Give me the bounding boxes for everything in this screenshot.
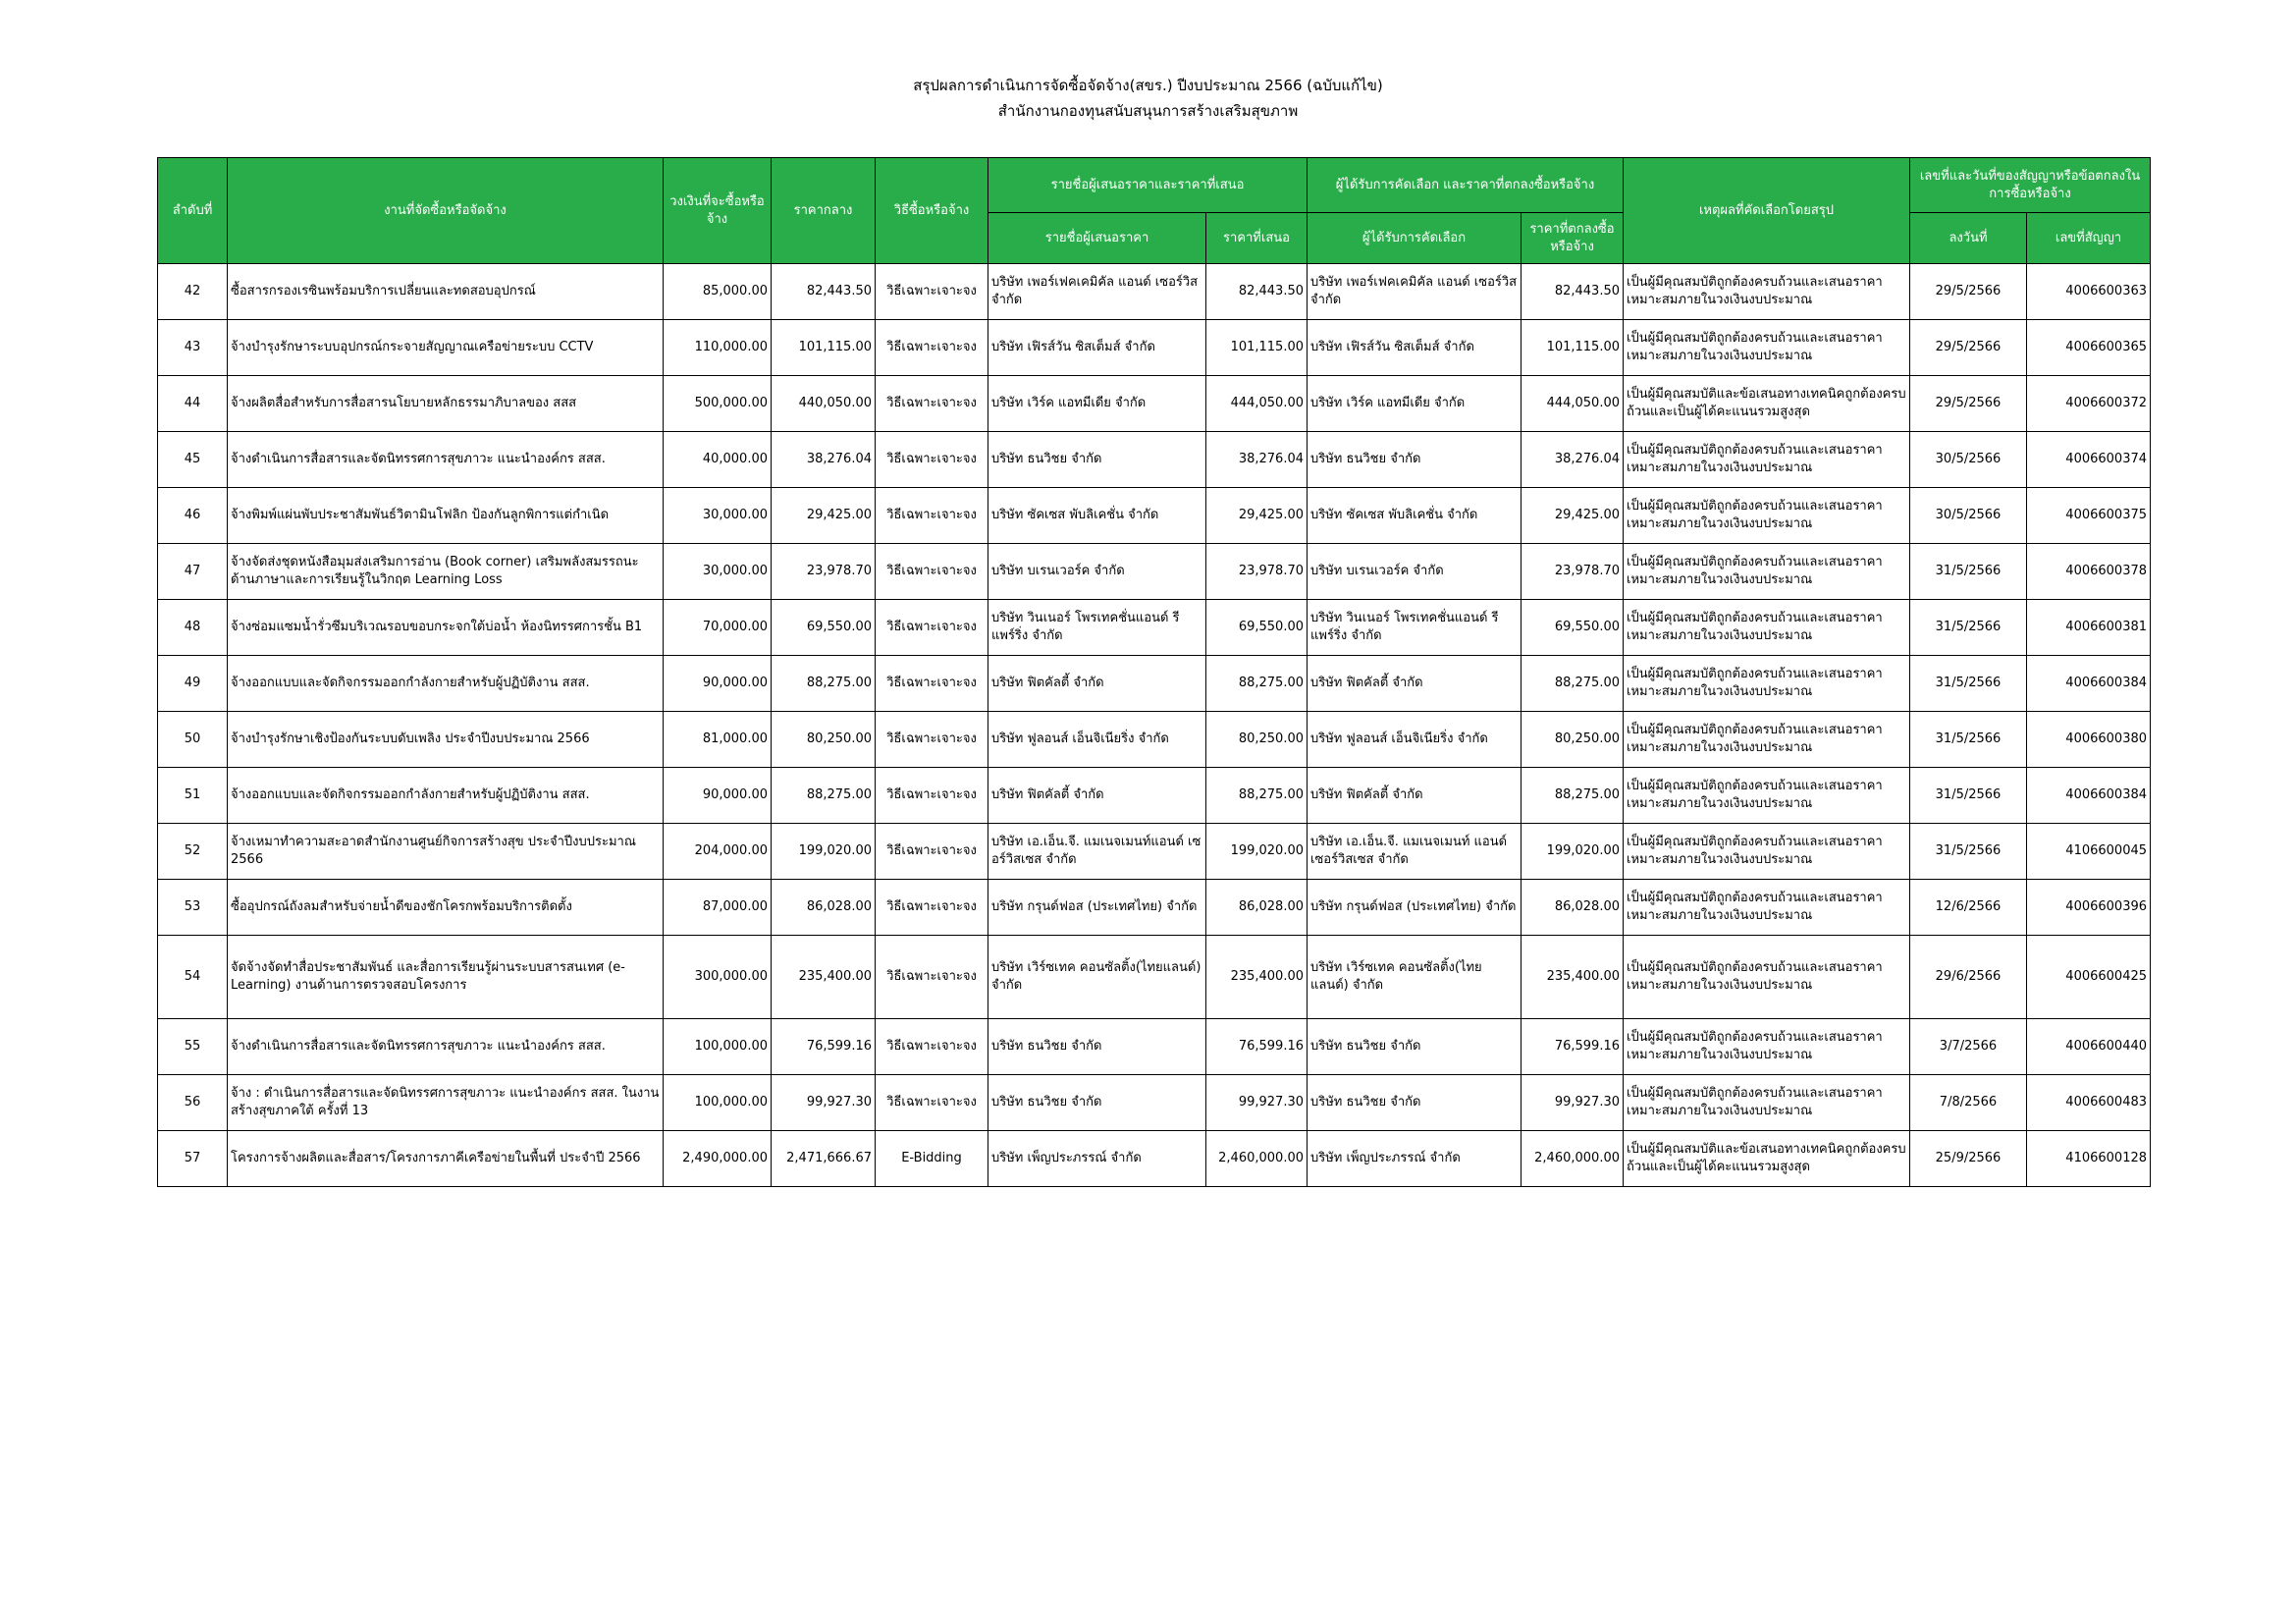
cell-method: วิธีเฉพาะเจาะจง <box>876 824 988 880</box>
cell-agreed: 235,400.00 <box>1522 936 1624 1019</box>
table-header <box>158 158 2151 264</box>
cell-bid: 69,550.00 <box>1206 600 1308 656</box>
cell-date: 31/5/2566 <box>1910 768 2027 824</box>
cell-work: จ้างจัดส่งชุดหนังสือมุมส่งเสริมการอ่าน (Book corner) เสริมพลังสมรรถนะด้านภาษาและการเรียนรู้ในวิกฤต Learning Loss <box>228 544 664 600</box>
cell-seq: 45 <box>158 432 228 488</box>
cell-median: 99,927.30 <box>772 1075 876 1131</box>
cell-median: 86,028.00 <box>772 880 876 936</box>
cell-reason: เป็นผู้มีคุณสมบัติถูกต้องครบถ้วนและเสนอราคาเหมาะสมภายในวงเงินงบประมาณ <box>1624 1019 1910 1075</box>
cell-bidder: บริษัท ธนวิชย จำกัด <box>988 432 1206 488</box>
cell-bidder: บริษัท วินเนอร์ โพรเทคชั่นแอนด์ รีแพร์ริ่ง จำกัด <box>988 600 1206 656</box>
cell-selected: บริษัท ธนวิชย จำกัด <box>1308 1075 1522 1131</box>
cell-method: วิธีเฉพาะเจาะจง <box>876 376 988 432</box>
cell-method: วิธีเฉพาะเจาะจง <box>876 320 988 376</box>
cell-method: วิธีเฉพาะเจาะจง <box>876 712 988 768</box>
cell-agreed: 444,050.00 <box>1522 376 1624 432</box>
cell-date: 29/6/2566 <box>1910 936 2027 1019</box>
cell-budget: 87,000.00 <box>664 880 772 936</box>
cell-seq: 52 <box>158 824 228 880</box>
cell-method: วิธีเฉพาะเจาะจง <box>876 768 988 824</box>
cell-bidder: บริษัท เอ.เอ็น.จี. แมเนจเมนท์แอนด์ เซอร์วิสเซส จำกัด <box>988 824 1206 880</box>
cell-work: จ้างผลิตสื่อสำหรับการสื่อสารนโยบายหลักธรรมาภิบาลของ สสส <box>228 376 664 432</box>
cell-contract: 4006600396 <box>2027 880 2151 936</box>
cell-agreed: 80,250.00 <box>1522 712 1624 768</box>
cell-work: จ้างบำรุงรักษาเชิงป้องกันระบบดับเพลิง ประจำปีงบประมาณ 2566 <box>228 712 664 768</box>
cell-median: 199,020.00 <box>772 824 876 880</box>
cell-contract: 4006600375 <box>2027 488 2151 544</box>
table-row <box>158 824 2151 880</box>
cell-method: วิธีเฉพาะเจาะจง <box>876 600 988 656</box>
cell-work: ซื้อสารกรองเรซินพร้อมบริการเปลี่ยนและทดสอบอุปกรณ์ <box>228 264 664 320</box>
cell-budget: 90,000.00 <box>664 656 772 712</box>
table-row <box>158 712 2151 768</box>
cell-reason: เป็นผู้มีคุณสมบัติถูกต้องครบถ้วนและเสนอราคาเหมาะสมภายในวงเงินงบประมาณ <box>1624 656 1910 712</box>
cell-reason: เป็นผู้มีคุณสมบัติถูกต้องครบถ้วนและเสนอราคาเหมาะสมภายในวงเงินงบประมาณ <box>1624 768 1910 824</box>
cell-agreed: 82,443.50 <box>1522 264 1624 320</box>
cell-median: 69,550.00 <box>772 600 876 656</box>
cell-date: 31/5/2566 <box>1910 600 2027 656</box>
cell-work: จ้างบำรุงรักษาระบบอุปกรณ์กระจายสัญญาณเครือข่ายระบบ CCTV <box>228 320 664 376</box>
cell-budget: 300,000.00 <box>664 936 772 1019</box>
table-body <box>158 264 2151 1187</box>
cell-contract: 4106600045 <box>2027 824 2151 880</box>
cell-median: 38,276.04 <box>772 432 876 488</box>
cell-selected: บริษัท ซัคเซส พับลิเคชั่น จำกัด <box>1308 488 1522 544</box>
cell-seq: 51 <box>158 768 228 824</box>
cell-reason: เป็นผู้มีคุณสมบัติถูกต้องครบถ้วนและเสนอราคาเหมาะสมภายในวงเงินงบประมาณ <box>1624 712 1910 768</box>
cell-bidder: บริษัท เพ็ญประภรรณ์ จำกัด <box>988 1131 1206 1187</box>
cell-work: โครงการจ้างผลิตและสื่อสาร/โครงการภาคีเครือข่ายในพื้นที่ ประจำปี 2566 <box>228 1131 664 1187</box>
cell-bid: 29,425.00 <box>1206 488 1308 544</box>
cell-seq: 54 <box>158 936 228 1019</box>
cell-work: จ้าง : ดำเนินการสื่อสารและจัดนิทรรศการสุขภาวะ แนะนำองค์กร สสส. ในงานสร้างสุขภาคใต้ ครั้งที่ 13 <box>228 1075 664 1131</box>
cell-median: 2,471,666.67 <box>772 1131 876 1187</box>
cell-date: 29/5/2566 <box>1910 320 2027 376</box>
header-work: งานที่จัดซื้อหรือจัดจ้าง <box>228 158 664 264</box>
cell-bid: 80,250.00 <box>1206 712 1308 768</box>
header-budget: วงเงินที่จะซื้อหรือจ้าง <box>664 158 772 264</box>
cell-method: วิธีเฉพาะเจาะจง <box>876 936 988 1019</box>
cell-median: 23,978.70 <box>772 544 876 600</box>
cell-bidder: บริษัท ธนวิชย จำกัด <box>988 1075 1206 1131</box>
table-row <box>158 320 2151 376</box>
cell-budget: 30,000.00 <box>664 544 772 600</box>
header-bidders-group: รายชื่อผู้เสนอราคาและราคาที่เสนอ <box>988 158 1308 213</box>
cell-bidder: บริษัท เวิร์ซเทค คอนซัลติ้ง(ไทยแลนด์) จำกัด <box>988 936 1206 1019</box>
cell-contract: 4006600372 <box>2027 376 2151 432</box>
cell-seq: 42 <box>158 264 228 320</box>
cell-method: วิธีเฉพาะเจาะจง <box>876 656 988 712</box>
cell-seq: 57 <box>158 1131 228 1187</box>
cell-contract: 4006600384 <box>2027 768 2151 824</box>
table-row <box>158 656 2151 712</box>
cell-bidder: บริษัท เฟิรส์วัน ซิสเต็มส์ จำกัด <box>988 320 1206 376</box>
cell-contract: 4006600381 <box>2027 600 2151 656</box>
table-row <box>158 544 2151 600</box>
cell-contract: 4006600384 <box>2027 656 2151 712</box>
cell-median: 88,275.00 <box>772 768 876 824</box>
cell-reason: เป็นผู้มีคุณสมบัติถูกต้องครบถ้วนและเสนอราคาเหมาะสมภายในวงเงินงบประมาณ <box>1624 264 1910 320</box>
document-header <box>0 73 2296 124</box>
cell-date: 31/5/2566 <box>1910 656 2027 712</box>
cell-method: วิธีเฉพาะเจาะจง <box>876 264 988 320</box>
header-contract-group: เลขที่และวันที่ของสัญญาหรือข้อตกลงในการซื้อหรือจ้าง <box>1910 158 2151 213</box>
header-seq: ลำดับที่ <box>158 158 228 264</box>
cell-date: 7/8/2566 <box>1910 1075 2027 1131</box>
cell-agreed: 2,460,000.00 <box>1522 1131 1624 1187</box>
cell-contract: 4006600378 <box>2027 544 2151 600</box>
header-selected-name: ผู้ได้รับการคัดเลือก <box>1308 213 1522 264</box>
cell-work: จ้างเหมาทำความสะอาดสำนักงานศูนย์กิจการสร้างสุข ประจำปีงบประมาณ 2566 <box>228 824 664 880</box>
cell-reason: เป็นผู้มีคุณสมบัติและข้อเสนอทางเทคนิคถูกต้องครบถ้วนและเป็นผู้ได้คะแนนรวมสูงสุด <box>1624 1131 1910 1187</box>
cell-selected: บริษัท ฟูลอนส์ เอ็นจิเนียริ่ง จำกัด <box>1308 712 1522 768</box>
cell-bid: 88,275.00 <box>1206 768 1308 824</box>
header-date: ลงวันที่ <box>1910 213 2027 264</box>
cell-bid: 86,028.00 <box>1206 880 1308 936</box>
cell-selected: บริษัท เวิร์ค แอทมีเดีย จำกัด <box>1308 376 1522 432</box>
header-bid-price: ราคาที่เสนอ <box>1206 213 1308 264</box>
cell-reason: เป็นผู้มีคุณสมบัติถูกต้องครบถ้วนและเสนอราคาเหมาะสมภายในวงเงินงบประมาณ <box>1624 824 1910 880</box>
header-reason: เหตุผลที่คัดเลือกโดยสรุป <box>1624 158 1910 264</box>
cell-agreed: 88,275.00 <box>1522 656 1624 712</box>
cell-bidder: บริษัท เพอร์เฟคเคมิคัล แอนด์ เซอร์วิส จำกัด <box>988 264 1206 320</box>
cell-date: 31/5/2566 <box>1910 824 2027 880</box>
cell-contract: 4006600483 <box>2027 1075 2151 1131</box>
cell-work: จ้างออกแบบและจัดกิจกรรมออกกำลังกายสำหรับผู้ปฏิบัติงาน สสส. <box>228 656 664 712</box>
cell-date: 31/5/2566 <box>1910 712 2027 768</box>
cell-bid: 38,276.04 <box>1206 432 1308 488</box>
cell-seq: 47 <box>158 544 228 600</box>
cell-budget: 30,000.00 <box>664 488 772 544</box>
cell-method: วิธีเฉพาะเจาะจง <box>876 488 988 544</box>
cell-selected: บริษัท เอ.เอ็น.จี. แมเนจเมนท์ แอนด์ เซอร์วิสเซส จำกัด <box>1308 824 1522 880</box>
cell-date: 25/9/2566 <box>1910 1131 2027 1187</box>
cell-budget: 85,000.00 <box>664 264 772 320</box>
cell-selected: บริษัท ธนวิชย จำกัด <box>1308 432 1522 488</box>
cell-bid: 82,443.50 <box>1206 264 1308 320</box>
cell-selected: บริษัท บเรนเวอร์ค จำกัด <box>1308 544 1522 600</box>
cell-contract: 4006600363 <box>2027 264 2151 320</box>
cell-bid: 2,460,000.00 <box>1206 1131 1308 1187</box>
table-row <box>158 600 2151 656</box>
cell-selected: บริษัท ธนวิชย จำกัด <box>1308 1019 1522 1075</box>
cell-reason: เป็นผู้มีคุณสมบัติถูกต้องครบถ้วนและเสนอราคาเหมาะสมภายในวงเงินงบประมาณ <box>1624 320 1910 376</box>
cell-date: 12/6/2566 <box>1910 880 2027 936</box>
cell-agreed: 69,550.00 <box>1522 600 1624 656</box>
cell-agreed: 86,028.00 <box>1522 880 1624 936</box>
header-method: วิธีซื้อหรือจ้าง <box>876 158 988 264</box>
cell-work: จ้างซ่อมแซมน้ำรั่วซึมบริเวณรอบขอบกระจกใต้บ่อน้ำ ห้องนิทรรศการชั้น B1 <box>228 600 664 656</box>
document-title: สรุปผลการดำเนินการจัดซื้อจัดจ้าง(สขร.) ปีงบประมาณ 2566 (ฉบับแก้ไข) <box>913 77 1383 94</box>
cell-bid: 101,115.00 <box>1206 320 1308 376</box>
cell-selected: บริษัท กรุนด์ฟอส (ประเทศไทย) จำกัด <box>1308 880 1522 936</box>
cell-median: 80,250.00 <box>772 712 876 768</box>
cell-bidder: บริษัท กรุนด์ฟอส (ประเทศไทย) จำกัด <box>988 880 1206 936</box>
cell-agreed: 99,927.30 <box>1522 1075 1624 1131</box>
cell-agreed: 23,978.70 <box>1522 544 1624 600</box>
cell-budget: 110,000.00 <box>664 320 772 376</box>
cell-work: จ้างออกแบบและจัดกิจกรรมออกกำลังกายสำหรับผู้ปฏิบัติงาน สสส. <box>228 768 664 824</box>
cell-agreed: 88,275.00 <box>1522 768 1624 824</box>
cell-method: วิธีเฉพาะเจาะจง <box>876 880 988 936</box>
cell-reason: เป็นผู้มีคุณสมบัติและข้อเสนอทางเทคนิคถูกต้องครบถ้วนและเป็นผู้ได้คะแนนรวมสูงสุด <box>1624 376 1910 432</box>
cell-budget: 500,000.00 <box>664 376 772 432</box>
cell-agreed: 38,276.04 <box>1522 432 1624 488</box>
cell-seq: 53 <box>158 880 228 936</box>
cell-bid: 99,927.30 <box>1206 1075 1308 1131</box>
cell-agreed: 76,599.16 <box>1522 1019 1624 1075</box>
cell-bidder: บริษัท ฟิตคัลตี้ จำกัด <box>988 656 1206 712</box>
cell-date: 30/5/2566 <box>1910 488 2027 544</box>
cell-method: วิธีเฉพาะเจาะจง <box>876 544 988 600</box>
cell-work: จ้างพิมพ์แผ่นพับประชาสัมพันธ์วิตามินโฟลิก ป้องกันลูกพิการแต่กำเนิด <box>228 488 664 544</box>
cell-median: 440,050.00 <box>772 376 876 432</box>
cell-selected: บริษัท เพ็ญประภรรณ์ จำกัด <box>1308 1131 1522 1187</box>
cell-selected: บริษัท เพอร์เฟคเคมิคัล แอนด์ เซอร์วิส จำกัด <box>1308 264 1522 320</box>
cell-median: 82,443.50 <box>772 264 876 320</box>
cell-contract: 4006600365 <box>2027 320 2151 376</box>
table-row <box>158 376 2151 432</box>
cell-bidder: บริษัท ธนวิชย จำกัด <box>988 1019 1206 1075</box>
cell-seq: 49 <box>158 656 228 712</box>
cell-reason: เป็นผู้มีคุณสมบัติถูกต้องครบถ้วนและเสนอราคาเหมาะสมภายในวงเงินงบประมาณ <box>1624 432 1910 488</box>
cell-seq: 46 <box>158 488 228 544</box>
cell-agreed: 29,425.00 <box>1522 488 1624 544</box>
cell-reason: เป็นผู้มีคุณสมบัติถูกต้องครบถ้วนและเสนอราคาเหมาะสมภายในวงเงินงบประมาณ <box>1624 880 1910 936</box>
cell-reason: เป็นผู้มีคุณสมบัติถูกต้องครบถ้วนและเสนอราคาเหมาะสมภายในวงเงินงบประมาณ <box>1624 936 1910 1019</box>
cell-agreed: 101,115.00 <box>1522 320 1624 376</box>
header-selected-group: ผู้ได้รับการคัดเลือก และราคาที่ตกลงซื้อหรือจ้าง <box>1308 158 1624 213</box>
cell-date: 29/5/2566 <box>1910 376 2027 432</box>
cell-method: วิธีเฉพาะเจาะจง <box>876 432 988 488</box>
cell-work: จัดจ้างจัดทำสื่อประชาสัมพันธ์ และสื่อการเรียนรู้ผ่านระบบสารสนเทศ (e-Learning) งานด้านการตรวจสอบโครงการ <box>228 936 664 1019</box>
cell-bid: 23,978.70 <box>1206 544 1308 600</box>
table-row <box>158 768 2151 824</box>
table-row <box>158 1075 2151 1131</box>
cell-bidder: บริษัท ซัคเซส พับลิเคชั่น จำกัด <box>988 488 1206 544</box>
cell-method: วิธีเฉพาะเจาะจง <box>876 1019 988 1075</box>
cell-reason: เป็นผู้มีคุณสมบัติถูกต้องครบถ้วนและเสนอราคาเหมาะสมภายในวงเงินงบประมาณ <box>1624 488 1910 544</box>
cell-selected: บริษัท วินเนอร์ โพรเทคชั่นแอนด์ รีแพร์ริ่ง จำกัด <box>1308 600 1522 656</box>
cell-selected: บริษัท ฟิตคัลตี้ จำกัด <box>1308 656 1522 712</box>
cell-date: 30/5/2566 <box>1910 432 2027 488</box>
cell-bidder: บริษัท บเรนเวอร์ค จำกัด <box>988 544 1206 600</box>
cell-seq: 50 <box>158 712 228 768</box>
table-row <box>158 488 2151 544</box>
cell-bidder: บริษัท เวิร์ค แอทมีเดีย จำกัด <box>988 376 1206 432</box>
cell-seq: 55 <box>158 1019 228 1075</box>
table-row <box>158 1131 2151 1187</box>
cell-reason: เป็นผู้มีคุณสมบัติถูกต้องครบถ้วนและเสนอราคาเหมาะสมภายในวงเงินงบประมาณ <box>1624 544 1910 600</box>
cell-budget: 90,000.00 <box>664 768 772 824</box>
header-contract-no: เลขที่สัญญา <box>2027 213 2151 264</box>
cell-date: 29/5/2566 <box>1910 264 2027 320</box>
cell-budget: 40,000.00 <box>664 432 772 488</box>
cell-contract: 4106600128 <box>2027 1131 2151 1187</box>
cell-work: จ้างดำเนินการสื่อสารและจัดนิทรรศการสุขภาวะ แนะนำองค์กร สสส. <box>228 432 664 488</box>
cell-budget: 2,490,000.00 <box>664 1131 772 1187</box>
cell-date: 3/7/2566 <box>1910 1019 2027 1075</box>
table-row <box>158 432 2151 488</box>
cell-bidder: บริษัท ฟิตคัลตี้ จำกัด <box>988 768 1206 824</box>
cell-work: จ้างดำเนินการสื่อสารและจัดนิทรรศการสุขภาวะ แนะนำองค์กร สสส. <box>228 1019 664 1075</box>
cell-bidder: บริษัท ฟูลอนส์ เอ็นจิเนียริ่ง จำกัด <box>988 712 1206 768</box>
cell-seq: 48 <box>158 600 228 656</box>
cell-contract: 4006600425 <box>2027 936 2151 1019</box>
cell-median: 101,115.00 <box>772 320 876 376</box>
cell-budget: 204,000.00 <box>664 824 772 880</box>
cell-bid: 235,400.00 <box>1206 936 1308 1019</box>
cell-seq: 44 <box>158 376 228 432</box>
cell-reason: เป็นผู้มีคุณสมบัติถูกต้องครบถ้วนและเสนอราคาเหมาะสมภายในวงเงินงบประมาณ <box>1624 1075 1910 1131</box>
cell-budget: 70,000.00 <box>664 600 772 656</box>
header-median: ราคากลาง <box>772 158 876 264</box>
cell-budget: 100,000.00 <box>664 1075 772 1131</box>
cell-selected: บริษัท เวิร์ซเทค คอนซัลติ้ง(ไทยแลนด์) จำกัด <box>1308 936 1522 1019</box>
cell-bid: 76,599.16 <box>1206 1019 1308 1075</box>
cell-budget: 100,000.00 <box>664 1019 772 1075</box>
cell-contract: 4006600440 <box>2027 1019 2151 1075</box>
cell-seq: 56 <box>158 1075 228 1131</box>
procurement-table <box>157 157 2151 1187</box>
cell-bid: 199,020.00 <box>1206 824 1308 880</box>
cell-reason: เป็นผู้มีคุณสมบัติถูกต้องครบถ้วนและเสนอราคาเหมาะสมภายในวงเงินงบประมาณ <box>1624 600 1910 656</box>
cell-seq: 43 <box>158 320 228 376</box>
table-row <box>158 1019 2151 1075</box>
cell-selected: บริษัท เฟิรส์วัน ซิสเต็มส์ จำกัด <box>1308 320 1522 376</box>
table-row <box>158 264 2151 320</box>
cell-date: 31/5/2566 <box>1910 544 2027 600</box>
header-bidder-name: รายชื่อผู้เสนอราคา <box>988 213 1206 264</box>
cell-median: 76,599.16 <box>772 1019 876 1075</box>
cell-work: ซื้ออุปกรณ์ถังลมสำหรับจ่ายน้ำดีของชักโครกพร้อมบริการติดตั้ง <box>228 880 664 936</box>
cell-contract: 4006600380 <box>2027 712 2151 768</box>
cell-budget: 81,000.00 <box>664 712 772 768</box>
cell-agreed: 199,020.00 <box>1522 824 1624 880</box>
cell-median: 29,425.00 <box>772 488 876 544</box>
header-agreed-price: ราคาที่ตกลงซื้อหรือจ้าง <box>1522 213 1624 264</box>
cell-method: วิธีเฉพาะเจาะจง <box>876 1075 988 1131</box>
cell-bid: 88,275.00 <box>1206 656 1308 712</box>
cell-selected: บริษัท ฟิตคัลตี้ จำกัด <box>1308 768 1522 824</box>
table-row <box>158 936 2151 1019</box>
document-subtitle: สำนักงานกองทุนสนับสนุนการสร้างเสริมสุขภาพ <box>997 102 1299 120</box>
cell-median: 88,275.00 <box>772 656 876 712</box>
cell-method: E-Bidding <box>876 1131 988 1187</box>
cell-bid: 444,050.00 <box>1206 376 1308 432</box>
cell-contract: 4006600374 <box>2027 432 2151 488</box>
cell-median: 235,400.00 <box>772 936 876 1019</box>
table-row <box>158 880 2151 936</box>
